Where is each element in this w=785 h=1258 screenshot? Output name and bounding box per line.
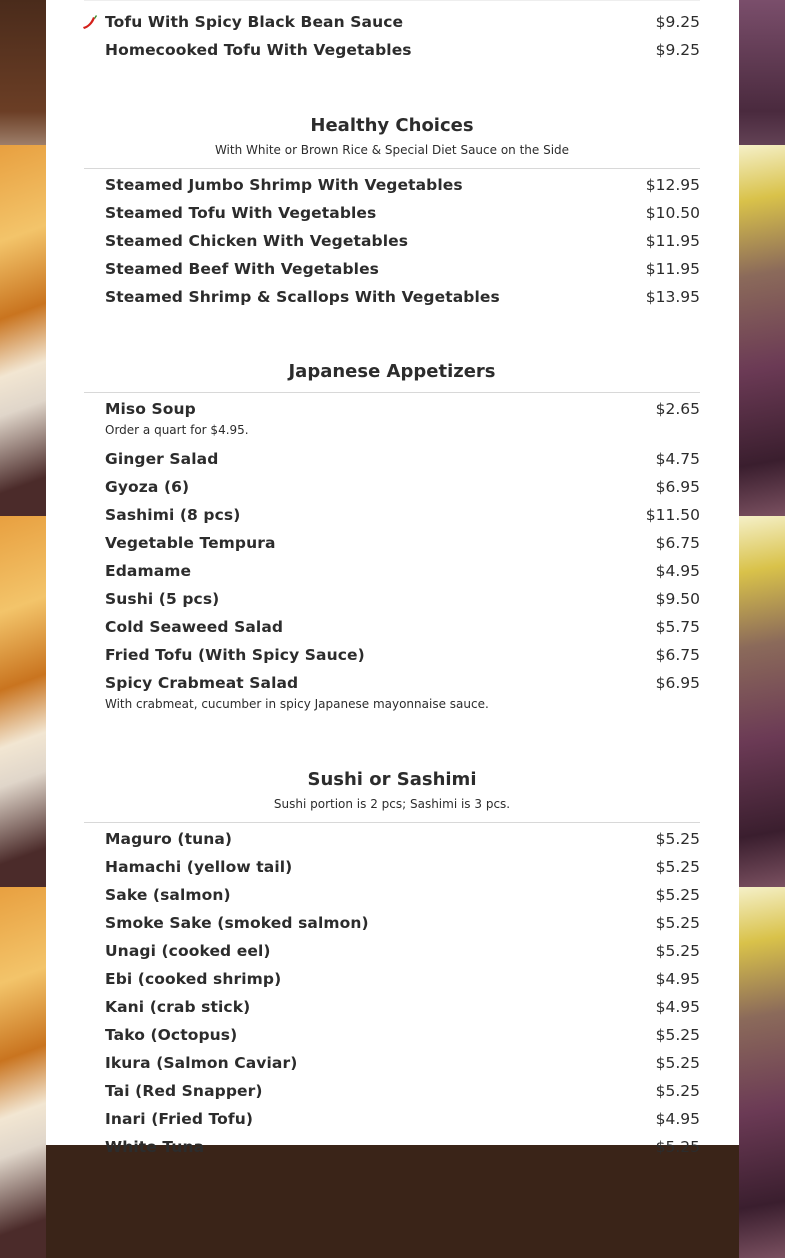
menu-item-price: $10.50 xyxy=(645,204,700,222)
menu-item-price: $9.25 xyxy=(655,13,700,31)
menu-item-price: $12.95 xyxy=(645,176,700,194)
section-divider xyxy=(84,822,700,823)
menu-item-name: White Tuna xyxy=(105,1138,205,1156)
menu-item-name: Spicy Crabmeat Salad xyxy=(105,674,299,692)
menu-item-name: Maguro (tuna) xyxy=(105,830,233,848)
menu-item-price: $5.25 xyxy=(655,942,700,960)
menu-item-name: Homecooked Tofu With Vegetables xyxy=(105,41,412,59)
menu-item-name: Edamame xyxy=(105,562,192,580)
menu-item-price: $5.25 xyxy=(655,830,700,848)
menu-item-name: Hamachi (yellow tail) xyxy=(105,858,293,876)
menu-item-price: $5.25 xyxy=(655,1082,700,1100)
menu-item-name: Miso Soup xyxy=(105,400,196,418)
menu-item-price: $5.75 xyxy=(655,618,700,636)
menu-item-price: $6.95 xyxy=(655,674,700,692)
menu-item-price: $11.50 xyxy=(645,506,700,524)
menu-item-name: Ebi (cooked shrimp) xyxy=(105,970,282,988)
menu-item-price: $4.95 xyxy=(655,998,700,1016)
menu-item-description: With crabmeat, cucumber in spicy Japanese mayonnaise sauce. xyxy=(105,697,489,711)
section-subtitle: With White or Brown Rice & Special Diet Sauce on the Side xyxy=(214,143,570,157)
menu-panel xyxy=(46,0,739,1156)
menu-item-name: Steamed Chicken With Vegetables xyxy=(105,232,409,250)
menu-item-name: Tai (Red Snapper) xyxy=(105,1082,263,1100)
top-rule xyxy=(84,0,700,1)
menu-item-name: Inari (Fried Tofu) xyxy=(105,1110,254,1128)
menu-item-name: Steamed Shrimp & Scallops With Vegetables xyxy=(105,288,500,306)
menu-item-name: Cold Seaweed Salad xyxy=(105,618,284,636)
menu-item-price: $5.25 xyxy=(655,886,700,904)
menu-item-price: $6.95 xyxy=(655,478,700,496)
menu-item-price: $11.95 xyxy=(645,232,700,250)
menu-item-name: Smoke Sake (smoked salmon) xyxy=(105,914,369,932)
menu-item-name: Sashimi (8 pcs) xyxy=(105,506,241,524)
menu-item-name: Tofu With Spicy Black Bean Sauce xyxy=(105,13,404,31)
menu-item-price: $5.25 xyxy=(655,1054,700,1072)
menu-item-price: $9.50 xyxy=(655,590,700,608)
menu-item-price: $4.95 xyxy=(655,562,700,580)
menu-item-name: Sushi (5 pcs) xyxy=(105,590,220,608)
section-title: Japanese Appetizers xyxy=(288,361,496,382)
menu-item-description: Order a quart for $4.95. xyxy=(105,423,249,437)
section-title: Sushi or Sashimi xyxy=(307,769,477,790)
menu-item-name: Ikura (Salmon Caviar) xyxy=(105,1054,298,1072)
menu-item-name: Ginger Salad xyxy=(105,450,219,468)
menu-item-price: $6.75 xyxy=(655,646,700,664)
menu-item-price: $5.25 xyxy=(655,1026,700,1044)
menu-item-price: $5.25 xyxy=(655,858,700,876)
chili-pepper-icon xyxy=(81,14,99,32)
section-divider xyxy=(84,168,700,169)
menu-item-price: $4.75 xyxy=(655,450,700,468)
menu-item-name: Steamed Tofu With Vegetables xyxy=(105,204,377,222)
menu-item-price: $4.95 xyxy=(655,1110,700,1128)
menu-item-name: Fried Tofu (With Spicy Sauce) xyxy=(105,646,365,664)
menu-item-price: $6.75 xyxy=(655,534,700,552)
menu-item-name: Gyoza (6) xyxy=(105,478,190,496)
menu-item-name: Tako (Octopus) xyxy=(105,1026,238,1044)
menu-item-name: Kani (crab stick) xyxy=(105,998,251,1016)
section-subtitle: Sushi portion is 2 pcs; Sashimi is 3 pcs. xyxy=(273,797,511,811)
menu-item-price: $5.25 xyxy=(655,914,700,932)
menu-item-price: $5.25 xyxy=(655,1138,700,1156)
menu-item-name: Sake (salmon) xyxy=(105,886,231,904)
section-title: Healthy Choices xyxy=(310,115,474,136)
menu-item-name: Vegetable Tempura xyxy=(105,534,276,552)
menu-item-price: $13.95 xyxy=(645,288,700,306)
section-divider xyxy=(84,392,700,393)
menu-item-name: Steamed Jumbo Shrimp With Vegetables xyxy=(105,176,463,194)
menu-item-name: Steamed Beef With Vegetables xyxy=(105,260,380,278)
menu-item-price: $11.95 xyxy=(645,260,700,278)
menu-item-price: $4.95 xyxy=(655,970,700,988)
menu-item-price: $2.65 xyxy=(655,400,700,418)
menu-item-price: $9.25 xyxy=(655,41,700,59)
menu-item-name: Unagi (cooked eel) xyxy=(105,942,271,960)
